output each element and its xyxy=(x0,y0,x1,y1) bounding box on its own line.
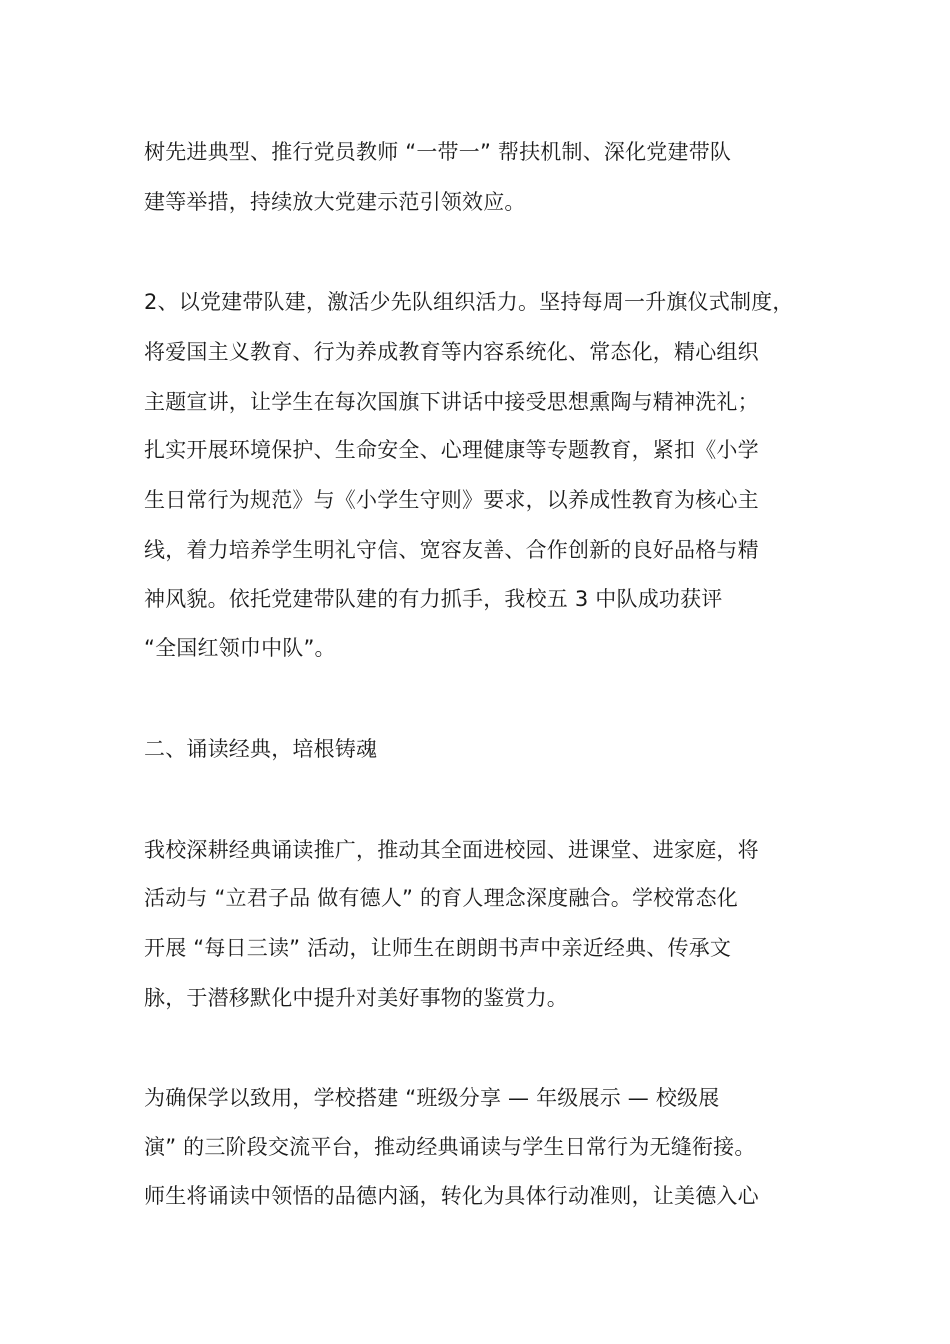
text-line: 将爱国主义教育、行为养成教育等内容系统化、常态化，精心组织 xyxy=(144,340,759,364)
text-line: 线，着力培养学生明礼守信、宽容友善、合作创新的良好品格与精 xyxy=(144,538,759,562)
text-line: 活动与 “立君子品 做有德人” 的育人理念深度融合。学校常态化 xyxy=(144,886,738,910)
text-line: 演” 的三阶段交流平台，推动经典诵读与学生日常行为无缝衔接。 xyxy=(144,1135,756,1159)
text-line: 为确保学以致用，学校搭建 “班级分享 — 年级展示 — 校级展 xyxy=(144,1086,720,1110)
text-line: 扎实开展环境保护、生命安全、心理健康等专题教育，紧扣《小学 xyxy=(144,438,759,462)
text-line: 2、以党建带队建，激活少先队组织活力。坚持每周一升旗仪式制度， xyxy=(144,290,794,314)
text-line: 建等举措，持续放大党建示范引领效应。 xyxy=(144,190,526,214)
text-line: 生日常行为规范》与《小学生守则》要求，以养成性教育为核心主 xyxy=(144,488,759,512)
section-heading: 二、诵读经典，培根铸魂 xyxy=(144,737,378,761)
text-line: 开展 “每日三读” 活动，让师生在朗朗书声中亲近经典、传承文 xyxy=(144,936,732,960)
text-line: 主题宣讲，让学生在每次国旗下讲话中接受思想熏陶与精神洗礼； xyxy=(144,390,759,414)
text-line: 神风貌。依托党建带队建的有力抓手，我校五 3 中队成功获评 xyxy=(144,587,723,611)
text-line: 脉，于潜移默化中提升对美好事物的鉴赏力。 xyxy=(144,986,568,1010)
text-line: 师生将诵读中领悟的品德内涵，转化为具体行动准则，让美德入心 xyxy=(144,1184,759,1208)
text-line: “全国红领巾中队”。 xyxy=(144,636,336,660)
text-line: 我校深耕经典诵读推广，推动其全面进校园、进课堂、进家庭，将 xyxy=(144,838,759,862)
text-line: 树先进典型、推行党员教师 “一带一” 帮扶机制、深化党建带队 xyxy=(144,140,732,164)
